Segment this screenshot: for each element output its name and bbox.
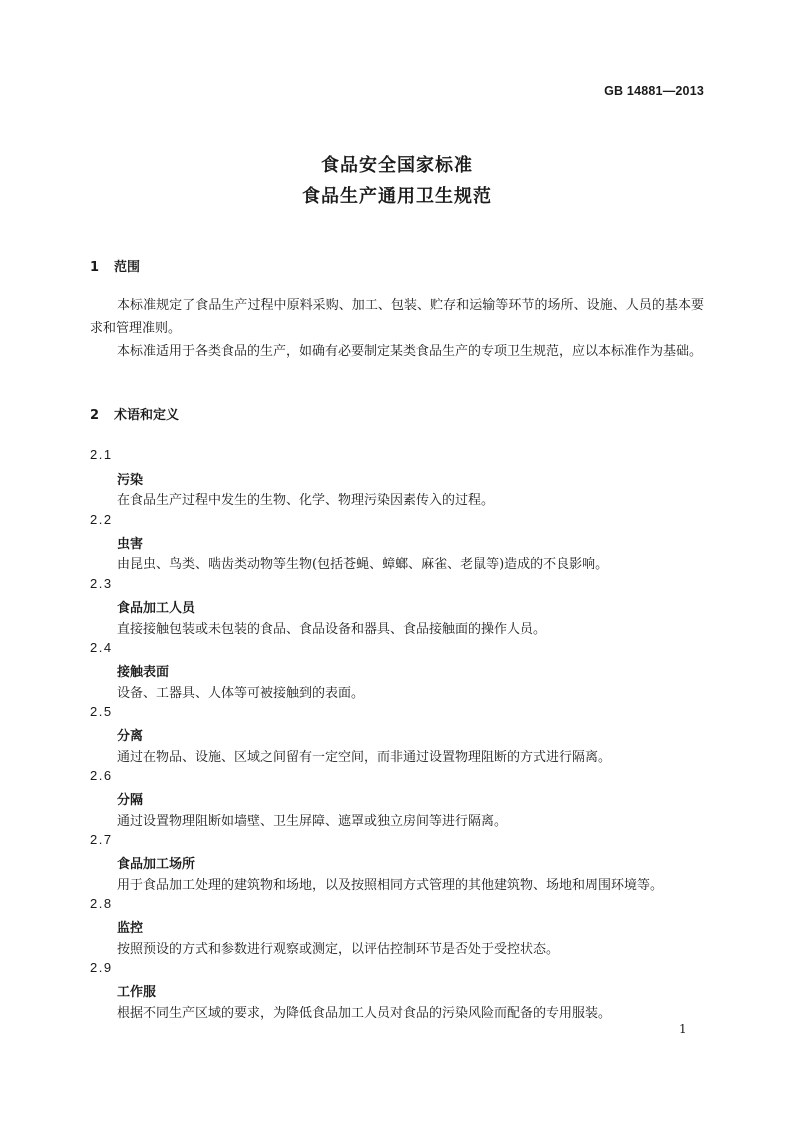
term-definition: 由昆虫、鸟类、啮齿类动物等生物(包括苍蝇、蟑螂、麻雀、老鼠等)造成的不良影响。 (117, 557, 609, 572)
term-number: 2.4 (90, 640, 113, 655)
term-number: 2.8 (90, 896, 113, 911)
term-number: 2.9 (90, 960, 113, 975)
section-title: 术语和定义 (114, 408, 180, 423)
term-number: 2.1 (90, 447, 113, 462)
term-name: 接触表面 (117, 665, 170, 680)
section-title: 范围 (114, 260, 141, 275)
term-number: 2.7 (90, 832, 113, 847)
term-number: 2.6 (90, 768, 113, 783)
term-name: 监控 (117, 921, 144, 936)
section-number: 1 (90, 260, 100, 275)
section-number: 2 (90, 408, 100, 423)
term-number: 2.2 (90, 512, 113, 527)
term-name: 食品加工人员 (117, 601, 196, 616)
term-definition: 直接接触包装或未包装的食品、食品设备和器具、食品接触面的操作人员。 (117, 622, 547, 637)
term-name: 食品加工场所 (117, 857, 196, 872)
term-definition: 按照预设的方式和参数进行观察或测定，以评估控制环节是否处于受控状态。 (117, 942, 560, 957)
term-number: 2.3 (90, 576, 113, 591)
term-definition: 根据不同生产区域的要求，为降低食品加工人员对食品的污染风险而配备的专用服装。 (117, 1006, 612, 1021)
term-definition: 设备、工器具、人体等可被接触到的表面。 (117, 686, 365, 701)
document-title (0, 150, 794, 212)
term-name: 分隔 (117, 793, 144, 808)
term-definition: 用于食品加工处理的建筑物和场地，以及按照相同方式管理的其他建筑物、场地和周围环境等。 (117, 878, 664, 893)
title-line-2: 食品生产通用卫生规范 (302, 186, 492, 207)
term-name: 虫害 (117, 537, 144, 552)
term-name: 工作服 (117, 985, 157, 1000)
title-line-1: 食品安全国家标准 (321, 155, 473, 176)
term-definition: 通过在物品、设施、区域之间留有一定空间，而非通过设置物理阻断的方式进行隔离。 (117, 750, 612, 765)
page-number: 1 (679, 1022, 687, 1036)
term-definition: 通过设置物理阻断如墙壁、卫生屏障、遮罩或独立房间等进行隔离。 (117, 814, 508, 829)
term-definition: 在食品生产过程中发生的生物、化学、物理污染因素传入的过程。 (117, 493, 495, 508)
term-number: 2.5 (90, 704, 113, 719)
section-1-heading (90, 256, 140, 275)
term-name: 污染 (117, 473, 144, 488)
section-1-paragraph-1: 本标准规定了食品生产过程中原料采购、加工、包装、贮存和运输等环节的场所、设施、人员的基本要求和管理准则。 (90, 298, 704, 336)
section-2-heading (90, 404, 179, 423)
section-1-paragraph-2: 本标准适用于各类食品的生产，如确有必要制定某类食品生产的专项卫生规范，应以本标准作为基础。 (117, 344, 703, 359)
standard-number: GB 14881—2013 (604, 84, 704, 98)
term-name: 分离 (117, 729, 144, 744)
